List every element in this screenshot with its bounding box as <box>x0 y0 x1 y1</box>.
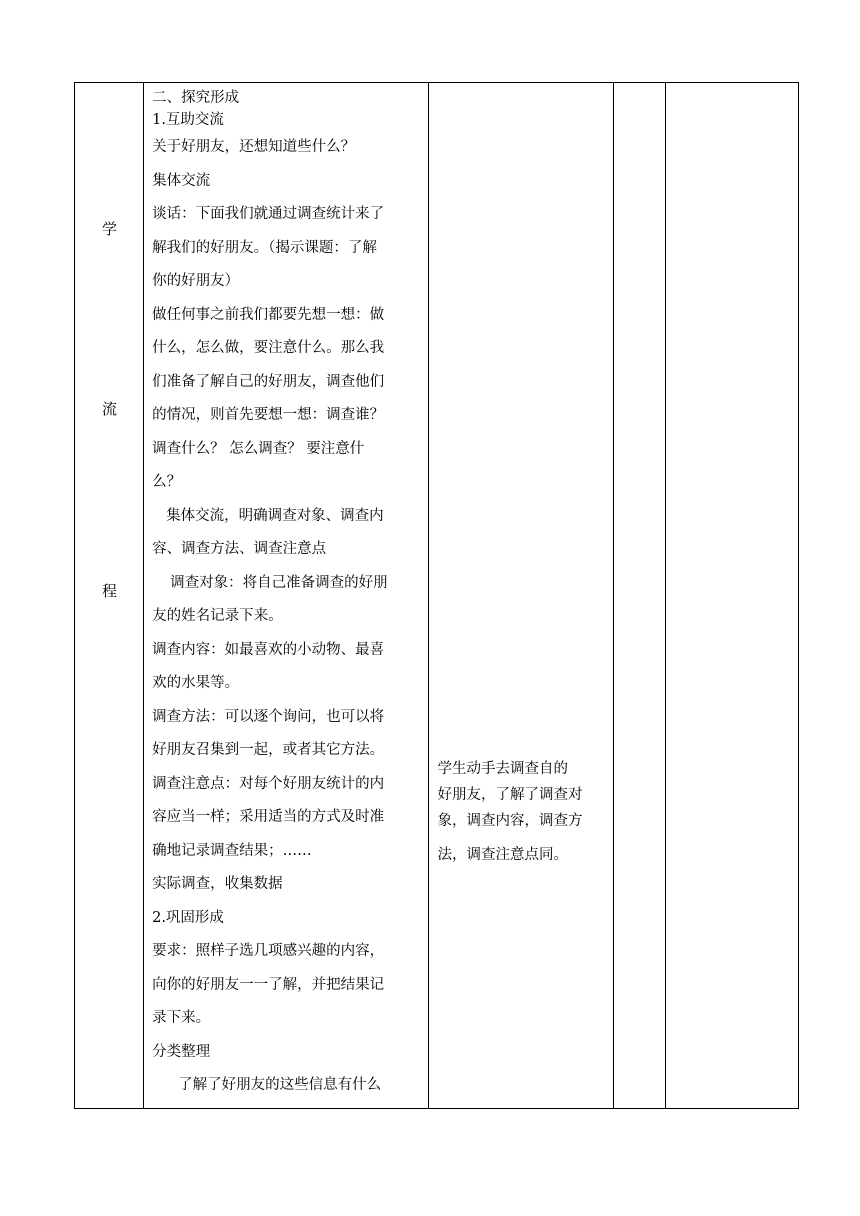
content-line: 们准备了解自己的好朋友，调查他们 <box>152 373 385 390</box>
content-line: 要求：照样子选几项感兴趣的内容， <box>152 943 385 959</box>
empty-column-5 <box>665 83 798 1109</box>
lesson-plan-table <box>74 82 799 1109</box>
subsection-heading: 2.巩固形成 <box>152 909 224 926</box>
content-line: 友的姓名记录下来。 <box>152 608 283 624</box>
content-line: 欢的水果等。 <box>152 675 240 691</box>
stage-column <box>75 83 144 1109</box>
content-line: 解我们的好朋友。（揭示课题：了解 <box>152 239 377 256</box>
stage-char-liu: 流 <box>101 400 117 418</box>
content-line: 做任何事之前我们都要先想一想：做 <box>152 306 385 323</box>
content-line: 集体交流，明确调查对象、调查内 <box>166 507 384 524</box>
empty-column-4 <box>613 83 665 1109</box>
content-line: 你的好朋友） <box>152 273 240 289</box>
teacher-activity-column <box>144 83 429 1109</box>
subsection-heading: 1.互助交流 <box>152 112 224 128</box>
student-line: 好朋友，了解了调查对 <box>437 787 583 803</box>
content-line: 调查什么？ 怎么调查？ 要注意什 <box>152 440 365 457</box>
student-line: 学生动手去调查自的 <box>437 761 568 777</box>
content-line: 什么，怎么做，要注意什么。那么我 <box>152 340 385 356</box>
content-line: 谈话：下面我们就通过调查统计来了 <box>152 206 385 222</box>
content-line: 调查内容：如最喜欢的小动物、最喜 <box>152 641 385 658</box>
content-line: 关于好朋友，还想知道些什么？ <box>152 139 356 155</box>
content-line: 调查方法：可以逐个询问，也可以将 <box>152 708 385 725</box>
content-line: 录下来。 <box>152 1010 211 1026</box>
student-activity-column <box>429 83 613 1109</box>
content-line: 集体交流 <box>152 172 211 189</box>
student-line: 法，调查注意点同。 <box>437 847 568 863</box>
content-line: 容、调查方法、调查注意点 <box>152 541 327 557</box>
content-line: 确地记录调查结果；…… <box>152 842 312 859</box>
section-heading: 二、探究形成 <box>152 90 240 106</box>
content-line: 了解了好朋友的这些信息有什么 <box>178 1077 382 1093</box>
content-line: 好朋友召集到一起，或者其它方法。 <box>152 742 385 758</box>
student-activity-text <box>437 756 607 868</box>
content-line: 的情况，则首先要想一想：调查谁？ <box>152 407 385 423</box>
stage-char-cheng: 程 <box>101 582 117 600</box>
content-line: 容应当一样；采用适当的方式及时准 <box>152 809 385 825</box>
content-line: 调查对象：将自己准备调查的好朋 <box>170 574 388 591</box>
content-line: 向你的好朋友一一了解，并把结果记 <box>152 976 385 993</box>
content-line: 么？ <box>152 474 182 490</box>
content-line: 调查注意点：对每个好朋友统计的内 <box>152 775 385 792</box>
content-line: 实际调查，收集数据 <box>152 876 283 892</box>
student-line: 象，调查内容，调查方 <box>437 813 583 829</box>
table-row <box>75 83 799 1109</box>
content-line: 分类整理 <box>152 1043 211 1060</box>
stage-char-xue: 学 <box>101 220 117 238</box>
